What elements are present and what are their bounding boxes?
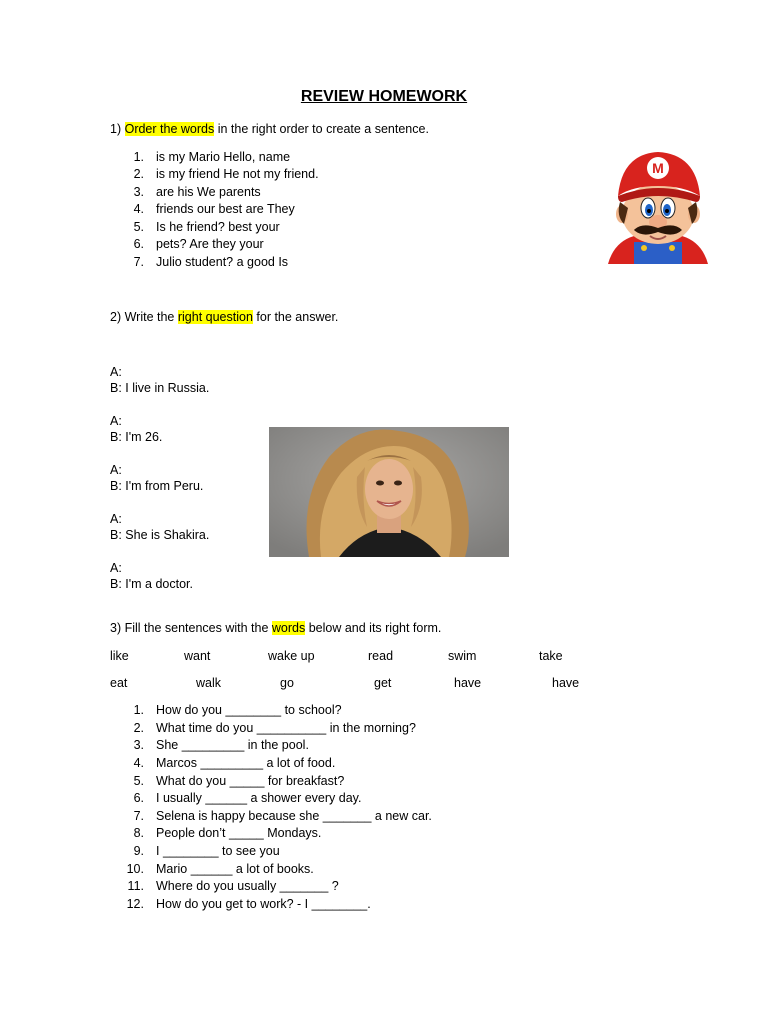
- section3-prefix: 3) Fill the sentences with the: [110, 621, 272, 635]
- list-item: What do you _____ for breakfast?: [156, 774, 345, 788]
- word-bank-item: have: [552, 676, 580, 690]
- section3-instruction: [110, 621, 441, 635]
- section1-prefix: 1): [110, 122, 125, 136]
- word-bank-item: go: [280, 676, 294, 690]
- list-item: Julio student? a good Is: [156, 255, 289, 269]
- list-item: friends our best are They: [156, 202, 295, 216]
- word-bank-item: take: [539, 649, 563, 663]
- word-bank-item: eat: [110, 676, 128, 690]
- section3-rest: below and its right form.: [305, 621, 442, 635]
- word-bank-item: wake up: [268, 649, 315, 663]
- section1-rest: in the right order to create a sentence.: [214, 122, 429, 136]
- list-item: Mario ______ a lot of books.: [156, 862, 314, 876]
- list-item: What time do you __________ in the morning?: [156, 721, 416, 735]
- qa-b-line: B: I'm from Peru.: [110, 479, 204, 493]
- qa-a-line: A:: [110, 414, 122, 428]
- list-item: How do you get to work? - I ________.: [156, 897, 371, 911]
- list-item: People don’t _____ Mondays.: [156, 826, 322, 840]
- list-item: Marcos _________ a lot of food.: [156, 756, 336, 770]
- qa-a-line: A:: [110, 561, 122, 575]
- list-item: Is he friend? best your: [156, 220, 280, 234]
- qa-a-line: A:: [110, 463, 122, 477]
- qa-a-line: A:: [110, 365, 122, 379]
- section1-highlight: Order the words: [124, 122, 215, 136]
- word-bank-item: want: [184, 649, 211, 663]
- word-bank-item: like: [110, 649, 129, 663]
- list-item: I ________ to see you: [156, 844, 280, 858]
- list-item: pets? Are they your: [156, 237, 264, 251]
- list-item: is my friend He not my friend.: [156, 167, 319, 181]
- page-title: REVIEW HOMEWORK: [300, 88, 468, 105]
- qa-b-line: B: I'm a doctor.: [110, 577, 193, 591]
- section3-highlight: words: [271, 621, 306, 635]
- section2-prefix: 2) Write the: [110, 310, 178, 324]
- word-bank-item: read: [368, 649, 394, 663]
- section2-rest: for the answer.: [252, 310, 339, 324]
- svg-text:M: M: [652, 160, 664, 176]
- word-bank-item: walk: [196, 676, 222, 690]
- section2-highlight: right question: [177, 310, 253, 324]
- word-bank-item: swim: [448, 649, 477, 663]
- section1-instruction: [110, 122, 429, 136]
- list-item: Where do you usually _______ ?: [156, 879, 339, 893]
- section2-instruction: [110, 310, 338, 324]
- list-item: Selena is happy because she _______ a new car.: [156, 809, 432, 823]
- list-item: She _________ in the pool.: [156, 738, 309, 752]
- qa-b-line: B: She is Shakira.: [110, 528, 210, 542]
- list-item: is my Mario Hello, name: [156, 150, 291, 164]
- word-bank-item: have: [454, 676, 482, 690]
- qa-b-line: B: I'm 26.: [110, 430, 163, 444]
- qa-a-line: A:: [110, 512, 122, 526]
- list-item: How do you ________ to school?: [156, 703, 342, 717]
- mario-illustration: [604, 150, 712, 264]
- list-item: I usually ______ a shower every day.: [156, 791, 362, 805]
- shakira-photo: [269, 427, 509, 557]
- word-bank-item: get: [374, 676, 392, 690]
- list-item: are his We parents: [156, 185, 261, 199]
- qa-b-line: B: I live in Russia.: [110, 381, 210, 395]
